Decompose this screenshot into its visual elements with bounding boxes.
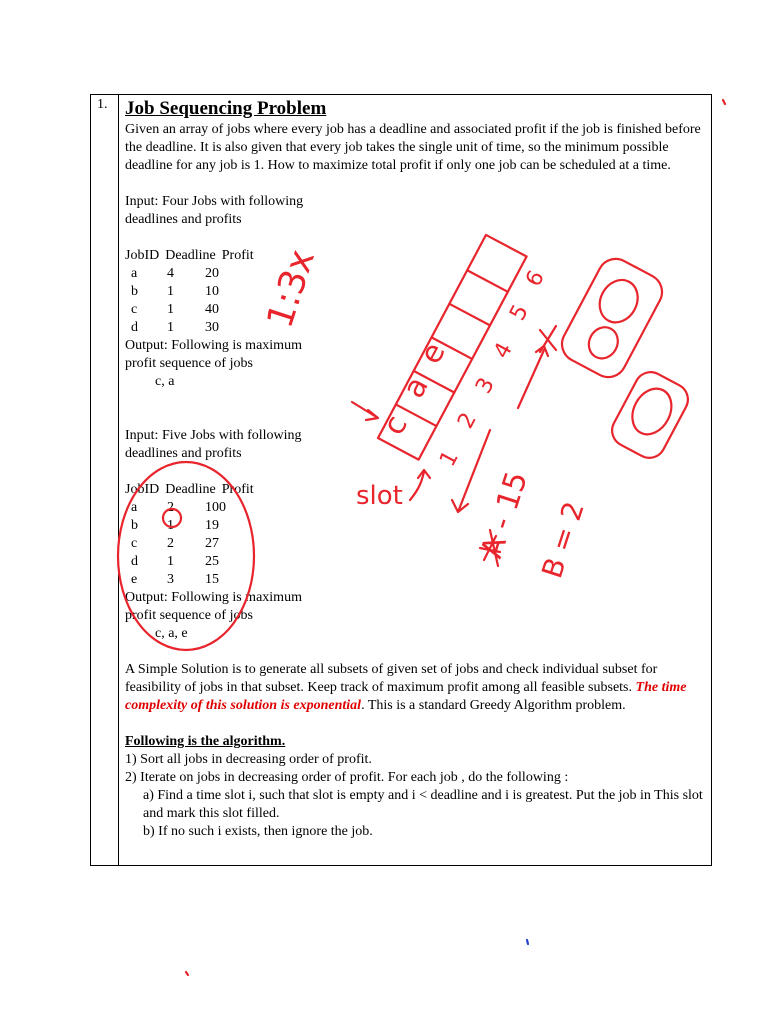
table-row: b 1 10 — [131, 284, 219, 299]
stray-mark — [527, 940, 528, 944]
slot-number: 5 — [505, 300, 534, 325]
slot-letter-e: e — [413, 337, 453, 370]
stray-mark — [186, 972, 188, 975]
example2-output-label: Output: Following is maximum profit sequence of jobs — [125, 590, 302, 623]
simple-solution-paragraph: A Simple Solution is to generate all subsets of given set of jobs and check individual subset for feasibility of jobs in that subset. Keep track of maximum profit among all feasible subsets. The time complexity of this solution is exponential. This is a standard Greedy Algorithm problem. — [125, 662, 687, 713]
algorithm-heading: Following is the algorithm. — [125, 734, 286, 749]
slot-number: 1 — [435, 446, 464, 471]
slot-number: 6 — [521, 266, 550, 291]
algorithm-step-2b: b) If no such i exists, then ignore the job. — [143, 824, 373, 839]
example1-output-value: c, a — [155, 374, 175, 389]
slot-number: 4 — [489, 338, 518, 363]
example2-table-header: JobID Deadline Profit — [125, 482, 254, 497]
stray-mark — [723, 100, 725, 104]
slot-label: slot — [356, 481, 403, 511]
slot-letter-a: a — [396, 371, 436, 404]
algorithm-step-1: 1) Sort all jobs in decreasing order of profit. — [125, 752, 372, 767]
problem-table — [90, 94, 712, 866]
row-number-cell — [91, 95, 119, 865]
note-b: B = 2 — [535, 497, 591, 583]
table-row: d 1 25 — [131, 554, 219, 569]
page-title: Job Sequencing Problem — [125, 98, 327, 119]
table-row: c 1 40 — [131, 302, 219, 317]
slot-number: 2 — [453, 408, 482, 433]
note-a: A - 15 — [474, 467, 535, 563]
row-number: 1. — [97, 97, 108, 112]
example1-table-header: JobID Deadline Profit — [125, 248, 254, 263]
table-row: b 1 19 — [131, 518, 219, 533]
complexity-highlight: The time complexity of this solution is exponential — [125, 680, 687, 713]
problem-content — [125, 95, 709, 841]
slot-letter-c: c — [376, 409, 415, 441]
example1-input-label: Input: Four Jobs with following deadlines and profits — [125, 194, 304, 227]
intro-paragraph: Given an array of jobs where every job has a deadline and associated profit if the job is finished before the deadline. It is also given that every job takes the single unit of time, so the minimum possible deadline for any job is 1. How to maximize total profit if only one job can be scheduled at a time. — [125, 122, 701, 173]
slot-number: 3 — [471, 373, 500, 398]
table-row: e 3 15 — [131, 572, 219, 587]
algorithm-step-2a: a) Find a time slot i, such that slot is empty and i < deadline and i is greatest. Put the job in This slot and mark this slot filled. — [143, 788, 703, 821]
example2-input-label: Input: Five Jobs with following deadlines and profits — [125, 428, 302, 461]
table-row: c 2 27 — [131, 536, 219, 551]
example1-output-label: Output: Following is maximum profit sequence of jobs — [125, 338, 302, 371]
table-row: a 4 20 — [131, 266, 219, 281]
example2-output-value: c, a, e — [155, 626, 188, 641]
table-row: d 1 30 — [131, 320, 219, 335]
ratio-note: 1:3x — [259, 244, 324, 333]
algorithm-step-2: 2) Iterate on jobs in decreasing order of profit. For each job , do the following : — [125, 770, 569, 785]
table-row: a 2 100 — [131, 500, 226, 515]
